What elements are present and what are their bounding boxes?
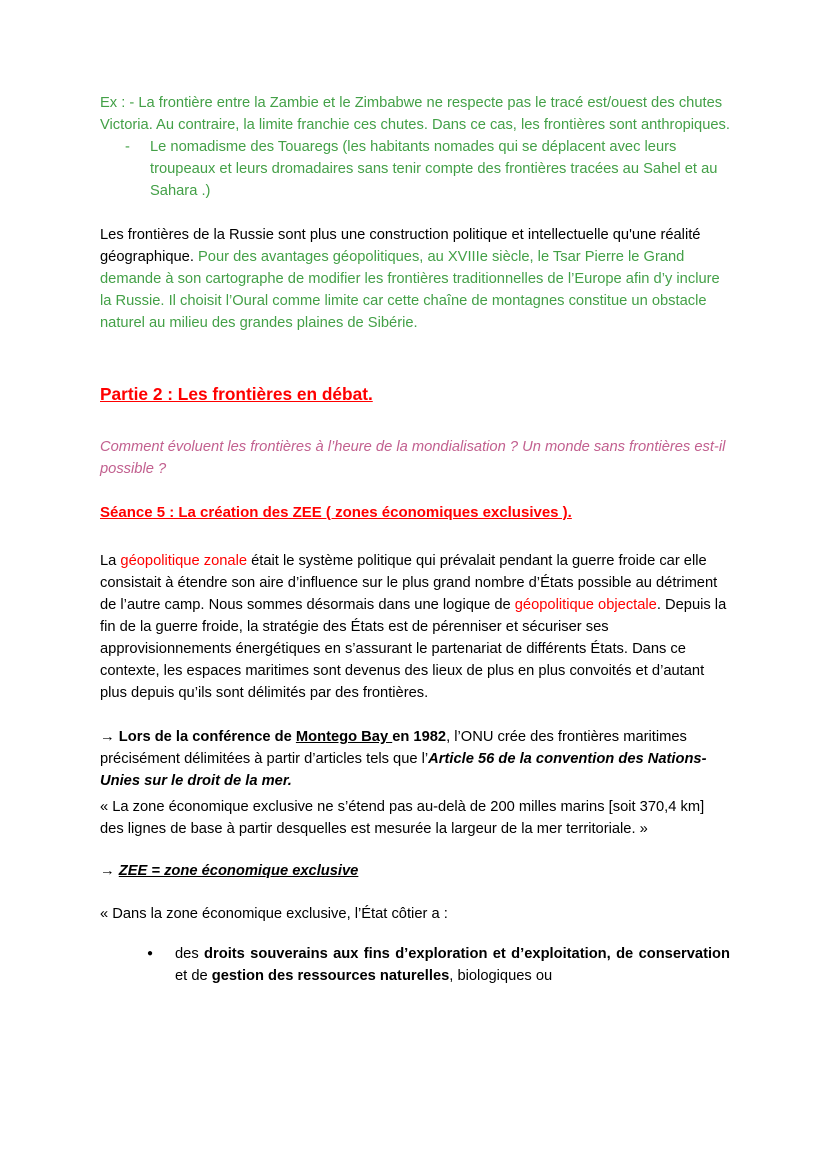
paragraph-quote-zee: « La zone économique exclusive ne s’étend pas au-delà de 200 milles marins [soit 370,4 km] des lignes de base à partir desquelles est mesurée la largeur de la mer territoriale. » xyxy=(100,799,705,837)
bullet-bold-1: droits souverains aux fins d’exploration et d’exploitation, de conservation xyxy=(204,946,730,962)
list-item-touaregs xyxy=(100,136,730,202)
paragraph-geopolitique xyxy=(100,550,730,704)
montego-bold-1: Lors de la conférence de xyxy=(118,729,296,745)
montego-bold-2: en 1982 xyxy=(392,729,447,745)
paragraph-quote-etat-cotier: « Dans la zone économique exclusive, l’État côtier a : xyxy=(100,906,448,922)
geopolitique-objectale-term: géopolitique objectale xyxy=(514,597,657,613)
article-56-reference: Article 56 de la convention des Nations-Unies sur le droit de la mer. xyxy=(100,751,707,789)
geopolitique-text-2: était le système politique qui prévalait pendant la guerre froide car elle consistait à étendre son aire d’influence sur le plus grand nombre d’États possible au détriment de l’autre camp. Nous sommes désormais dans une logique de xyxy=(100,553,718,613)
heading-seance-5 xyxy=(100,502,730,524)
geopolitique-text-1: La xyxy=(100,553,121,569)
montego-bay-underlined: Montego Bay xyxy=(295,729,393,745)
list-item-touaregs-text: Le nomadisme des Touaregs (les habitants nomades qui se déplacent avec leurs troupeaux et leurs dromadaires sans tenir compte des frontières tracées au Sahel et au Sahara .) xyxy=(150,139,718,199)
paragraph-montego-bay xyxy=(100,726,730,792)
zee-definition-text: ZEE = zone économique exclusive xyxy=(118,863,359,879)
bullet-bold-2: gestion des ressources naturelles xyxy=(211,968,450,984)
bullet-list xyxy=(100,943,730,987)
heading-seance-5-text: Séance 5 : La création des ZEE ( zones économiques exclusives ). xyxy=(100,504,572,521)
russie-intro-text: Les frontières de la Russie sont plus une construction politique et intellectuelle qu'une réalité géographique. xyxy=(100,227,701,265)
arrow-glyph: → xyxy=(100,863,119,879)
bullet-regular-3: , biologiques ou xyxy=(449,968,553,984)
dash-marker: - xyxy=(125,139,130,155)
russie-green-text: Pour des avantages géopolitiques, au XVIIIe siècle, le Tsar Pierre le Grand demande à son cartographe de modifier les frontières traditionnelles de l’Europe afin d’y inclure la Russie. Il choisit l’Oural comme limite car cette chaîne de montagnes constitue un obstacle naturel au milieu des grandes plaines de Sibérie. xyxy=(100,249,720,331)
bullet-item-droits-souverains xyxy=(100,943,730,987)
bullet-regular-2: et de xyxy=(175,968,212,984)
geopolitique-text-3: . Depuis la fin de la guerre froide, la stratégie des États est de pérenniser et sécuriser ses approvisionnements énergétiques en s’assurant le partenariat de différents États. Dans ce contexte, les espaces maritimes sont devenus des lieux de plus en plus convoités et d’autant plus depuis qu’ils sont délimités par des frontières. xyxy=(100,597,727,701)
bullet-icon: ● xyxy=(147,948,154,959)
paragraph-russie xyxy=(100,224,730,334)
arrow-glyph: → xyxy=(100,729,119,745)
geopolitique-zonale-term: géopolitique zonale xyxy=(120,553,248,569)
paragraph-zee-definition xyxy=(100,860,730,882)
bullet-item-text xyxy=(175,943,730,987)
bullet-regular-1: des xyxy=(175,946,205,962)
montego-regular-text: , l’ONU crée des frontières maritimes précisément délimitées à partir d’articles tels que l’ xyxy=(100,729,687,767)
paragraph-question-mondialisation: Comment évoluent les frontières à l’heure de la mondialisation ? Un monde sans frontières est-il possible ? xyxy=(100,439,726,477)
heading-partie-2-text: Partie 2 : Les frontières en débat. xyxy=(100,384,373,404)
paragraph-example-zambie: Ex : - La frontière entre la Zambie et le Zimbabwe ne respecte pas le tracé est/ouest des chutes Victoria. Au contraire, la limite franchie ces chutes. Dans ce cas, les frontières sont anthropiques. xyxy=(100,95,730,133)
heading-partie-2 xyxy=(100,382,730,406)
